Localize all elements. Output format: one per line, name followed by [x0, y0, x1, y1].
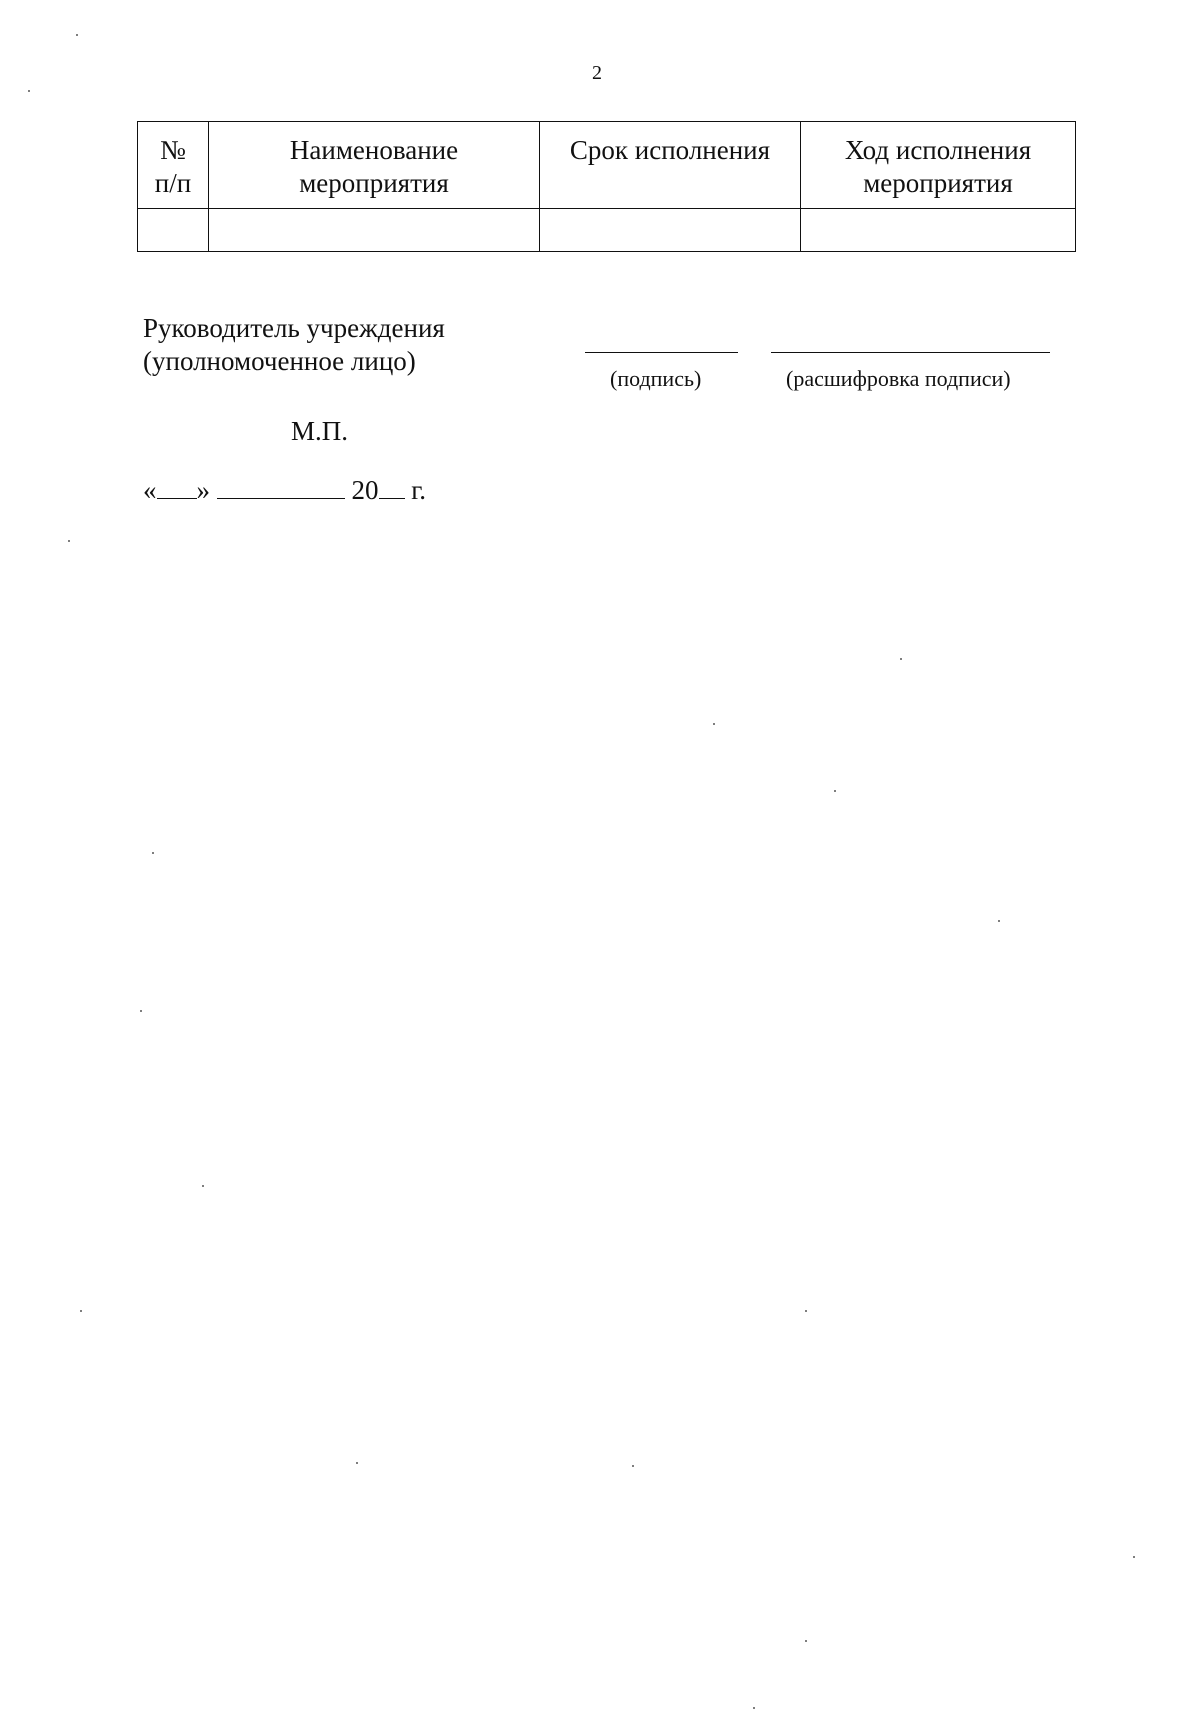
scan-dot — [753, 1707, 755, 1709]
scan-dot — [632, 1465, 634, 1467]
cell-number — [138, 209, 209, 252]
cell-measure-name — [209, 209, 540, 252]
scan-dot — [713, 723, 715, 725]
scan-dot — [202, 1185, 204, 1187]
date-day-blank — [157, 472, 197, 499]
page-number: 2 — [592, 62, 602, 84]
header-progress: Ход исполнения мероприятия — [801, 122, 1076, 209]
signature-decoding-caption: (расшифровка подписи) — [786, 366, 1011, 391]
table-header-row — [138, 122, 1076, 209]
date-open-quote: « — [143, 475, 157, 505]
scan-dot — [80, 1310, 82, 1312]
scan-dot — [1133, 1556, 1135, 1558]
cell-deadline — [540, 209, 801, 252]
signature-decoding-line — [771, 352, 1050, 353]
signatory-title: Руководитель учреждения (уполномоченное лицо) — [143, 313, 445, 376]
header-measure-name: Наименование мероприятия — [209, 122, 540, 209]
scan-dot — [68, 540, 70, 542]
scan-dot — [900, 658, 902, 660]
date-year-prefix: 20 — [351, 475, 379, 505]
header-number: № п/п — [138, 122, 209, 209]
scan-dot — [152, 852, 154, 854]
scan-dot — [28, 90, 30, 92]
date-year-blank — [379, 472, 405, 499]
stamp-place: М.П. — [291, 416, 349, 446]
measures-table — [137, 121, 1076, 252]
scan-dot — [356, 1462, 358, 1464]
date-close-quote: » — [196, 475, 210, 505]
signature-line — [585, 352, 738, 353]
scan-dot — [76, 34, 78, 36]
scan-dot — [834, 790, 836, 792]
cell-progress — [801, 209, 1076, 252]
table-row — [138, 209, 1076, 252]
date-year-suffix: г. — [411, 475, 427, 505]
scan-dot — [805, 1640, 807, 1642]
scan-dot — [998, 920, 1000, 922]
scan-dot — [140, 1010, 142, 1012]
signature-caption: (подпись) — [610, 366, 702, 391]
scan-dot — [805, 1310, 807, 1312]
header-deadline: Срок исполнения — [540, 122, 801, 209]
date-line — [143, 472, 426, 506]
date-month-blank — [217, 472, 345, 499]
